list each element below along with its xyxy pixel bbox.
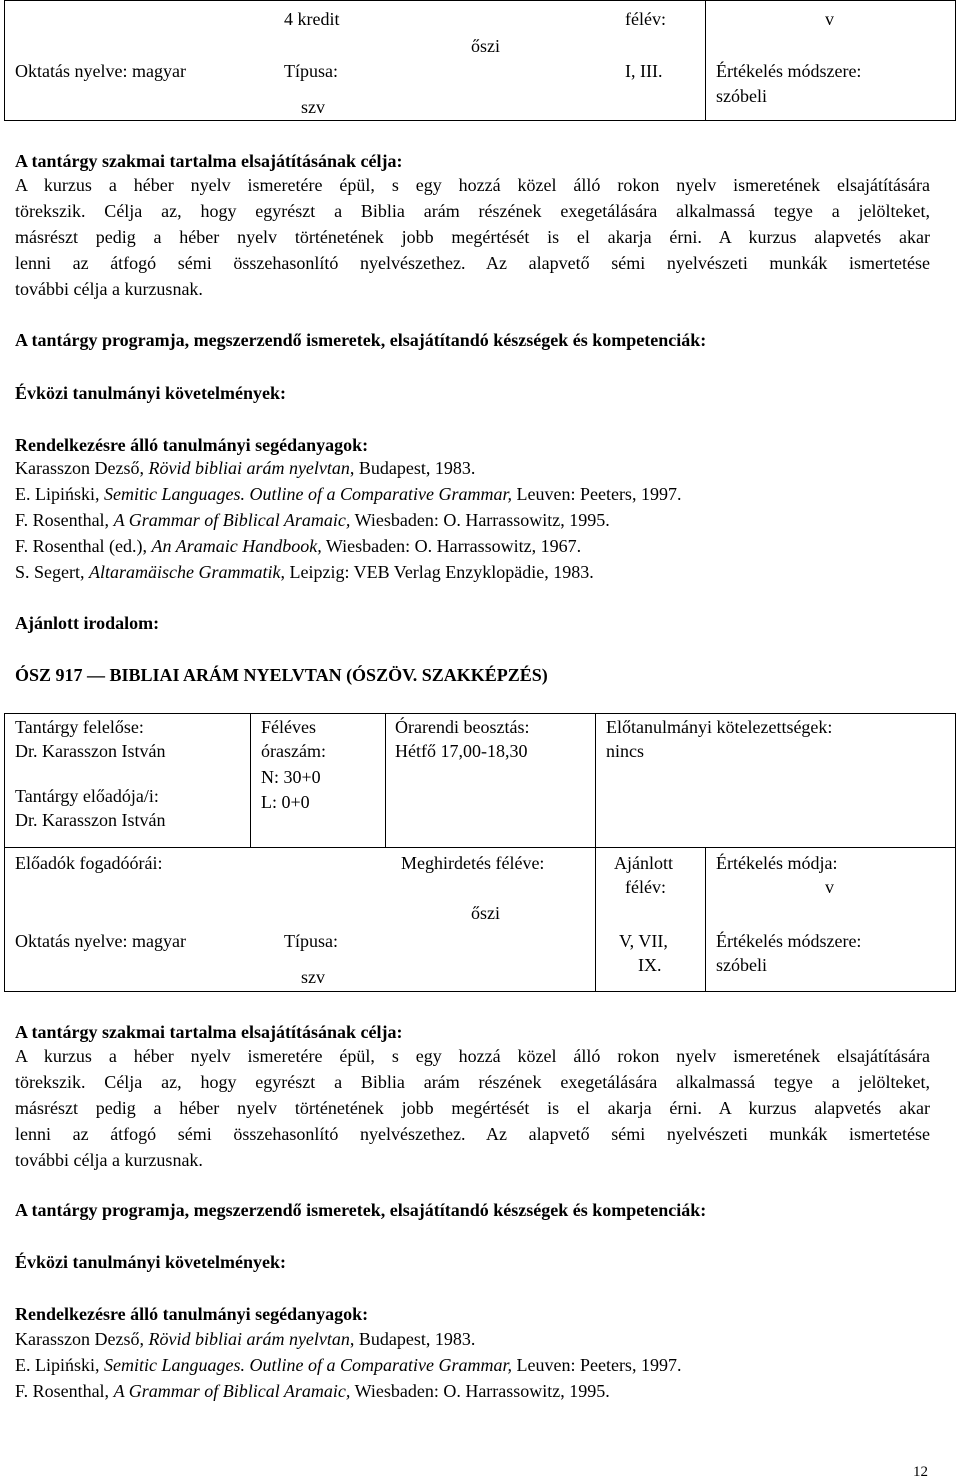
reference-item: S. Segert, Altaramäische Grammatik, Leipzig: VEB Verlag Enzyklopädie, 1983. (15, 562, 594, 582)
schedule-value: Hétfő 17,00-18,30 (395, 741, 528, 761)
hours-l: L: 0+0 (261, 792, 310, 812)
eval-method-label: Értékelés módszere: (716, 61, 862, 81)
announce-label: Meghirdetés féléve: (401, 853, 545, 873)
rec-semester-value: IX. (638, 955, 662, 975)
materials-heading: Rendelkezésre álló tanulmányi segédanyagok: (15, 435, 369, 455)
semester-value: őszi (471, 36, 500, 56)
hours-label: óraszám: (261, 741, 326, 761)
eval-label: Értékelés módja: (716, 853, 838, 873)
goal-line: törekszik. Célja az, hogy egyrészt a Biblia arám részének exegetálására alkalmassá tegye a jelölteket, (15, 201, 930, 221)
literature-heading: Ajánlott irodalom: (15, 613, 160, 633)
goal-line: törekszik. Célja az, hogy egyrészt a Biblia arám részének exegetálására alkalmassá tegye a jelölteket, (15, 1072, 930, 1092)
course-title: ÓSZ 917 — BIBLIAI ARÁM NYELVTAN (ÓSZÖV. SZAKKÉPZÉS) (15, 665, 548, 685)
eval-method-label: Értékelés módszere: (716, 931, 862, 951)
program-heading: A tantárgy programja, megszerzendő ismeretek, elsajátítandó készségek és kompetenciák: (15, 1200, 707, 1220)
type-label: Típusa: (284, 931, 338, 951)
goal-paragraph (15, 172, 930, 302)
semester-label: félév: (625, 9, 666, 29)
lecturer-label: Tantárgy előadója/i: (15, 786, 159, 806)
hours-n: N: 30+0 (261, 767, 321, 787)
language-label: Oktatás nyelve: magyar (15, 931, 186, 951)
goal-line: további célja a kurzusnak. (15, 279, 203, 299)
reference-item: E. Lipiński, Semitic Languages. Outline of a Comparative Grammar, Leuven: Peeters, 1997. (15, 484, 682, 504)
lecturer-value: Dr. Karasszon István (15, 810, 166, 830)
goal-line: lenni az átfogó sémi összehasonlító nyelvészethez. Az alapvető sémi nyelvészeti munkák ismertetése (15, 253, 930, 273)
eval-method-value: szóbeli (716, 955, 767, 975)
type-label: Típusa: (284, 61, 338, 81)
goal-heading: A tantárgy szakmai tartalma elsajátításának célja: (15, 151, 403, 171)
schedule-label: Órarendi beosztás: (395, 717, 530, 737)
requirements-heading: Évközi tanulmányi követelmények: (15, 383, 287, 403)
goal-line: lenni az átfogó sémi összehasonlító nyelvészethez. Az alapvető sémi nyelvészeti munkák ismertetése (15, 1124, 930, 1144)
requirements-heading: Évközi tanulmányi követelmények: (15, 1252, 287, 1272)
rec-semester-label: Ajánlott (614, 853, 673, 873)
program-heading: A tantárgy programja, megszerzendő ismeretek, elsajátítandó készségek és kompetenciák: (15, 330, 707, 350)
rec-semester-label: félév: (625, 877, 666, 897)
reference-item: Karasszon Dezső, Rövid bibliai arám nyelvtan, Budapest, 1983. (15, 1329, 476, 1349)
hours-label: Féléves (261, 717, 316, 737)
reference-item: E. Lipiński, Semitic Languages. Outline of a Comparative Grammar, Leuven: Peeters, 1997. (15, 1355, 682, 1375)
goal-line: további célja a kurzusnak. (15, 1150, 203, 1170)
prereq-value: nincs (606, 741, 644, 761)
reference-item: Karasszon Dezső, Rövid bibliai arám nyelvtan, Budapest, 1983. (15, 458, 476, 478)
language-label: Oktatás nyelve: magyar (15, 61, 186, 81)
goal-line: A kurzus a héber nyelv ismeretére épül, s egy hozzá közel álló rokon nyelv ismeretének elsajátítására (15, 175, 930, 195)
eval-method-value: szóbeli (716, 86, 767, 106)
eval-mode-value: v (825, 9, 834, 29)
announce-value: őszi (471, 903, 500, 923)
eval-value: v (825, 877, 834, 897)
recommended-semester: I, III. (625, 61, 663, 81)
type-value: szv (301, 97, 325, 117)
reference-item: F. Rosenthal, A Grammar of Biblical Aramaic, Wiesbaden: O. Harrassowitz, 1995. (15, 1381, 610, 1401)
goal-heading: A tantárgy szakmai tartalma elsajátításának célja: (15, 1022, 403, 1042)
rec-semester-value: V, VII, (619, 931, 668, 951)
office-hours-label: Előadók fogadóórái: (15, 853, 163, 873)
goal-line: másrészt pedig a héber nyelv történetének jobb megértését is el akarja érni. A kurzus alapvetés akar (15, 1098, 930, 1118)
type-value: szv (301, 967, 325, 987)
goal-paragraph (15, 1043, 930, 1173)
responsible-value: Dr. Karasszon István (15, 741, 166, 761)
reference-item: F. Rosenthal (ed.), An Aramaic Handbook, Wiesbaden: O. Harrassowitz, 1967. (15, 536, 582, 556)
materials-heading: Rendelkezésre álló tanulmányi segédanyagok: (15, 1304, 369, 1324)
kredit-value: 4 kredit (284, 9, 340, 29)
goal-line: A kurzus a héber nyelv ismeretére épül, s egy hozzá közel álló rokon nyelv ismeretének elsajátítására (15, 1046, 930, 1066)
goal-line: másrészt pedig a héber nyelv történetének jobb megértését is el akarja érni. A kurzus alapvetés akar (15, 227, 930, 247)
page-number: 12 (913, 1464, 928, 1480)
responsible-label: Tantárgy felelőse: (15, 717, 144, 737)
prereq-label: Előtanulmányi kötelezettségek: (606, 717, 833, 737)
reference-item: F. Rosenthal, A Grammar of Biblical Aramaic, Wiesbaden: O. Harrassowitz, 1995. (15, 510, 610, 530)
